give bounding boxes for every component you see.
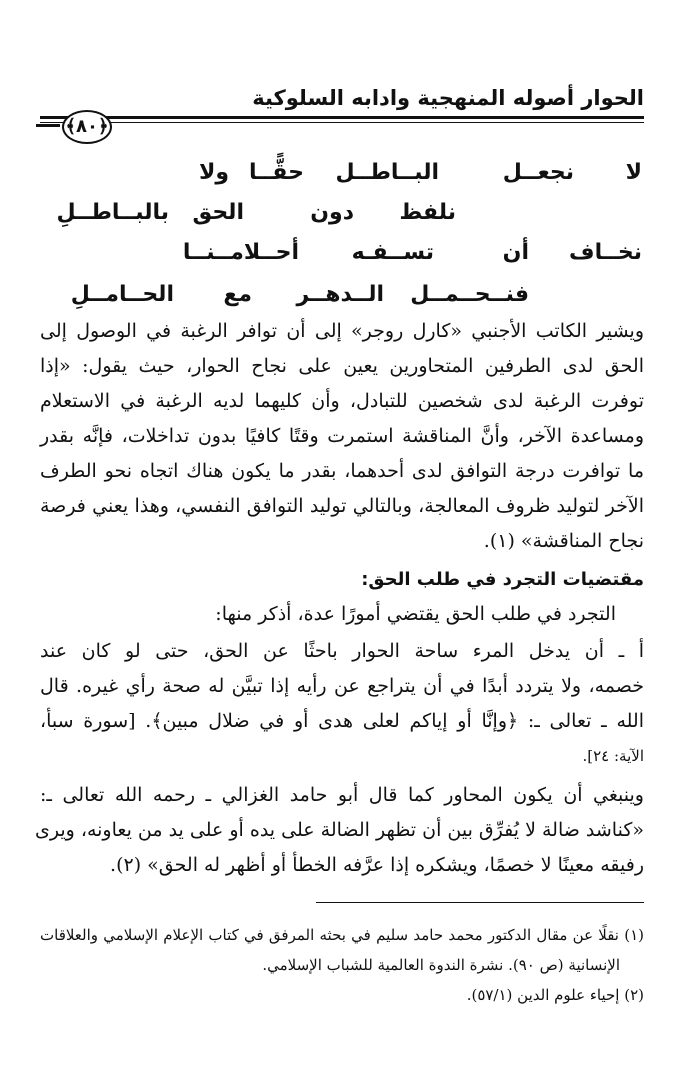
poem-word: الــدهــر: [296, 282, 384, 307]
poem-word: دون: [310, 200, 354, 225]
poem-word: الحق: [192, 200, 244, 225]
paragraph-4: [34, 778, 644, 883]
running-title: الحوار أصوله المنهجية وادابه السلوكية: [252, 86, 644, 110]
poem-word: أحــلامــنــا: [182, 240, 299, 265]
poem-word: حقًّــا: [249, 160, 304, 185]
paragraph-3: [40, 634, 644, 774]
text-line: أ ـ أن يدخل المرء ساحة الحوار باحثًا عن الحق، حتى لو كان عند: [40, 640, 644, 662]
footnotes: [40, 920, 644, 1010]
text-line: رفيقه معينًا لا خصمًا، ويشكره إذا عرَّفه الخطأ أو أظهر له الحق» (٢).: [110, 854, 644, 876]
text-line: خصمه، ولا يتردد أبدًا في أن يتراجع عن رأيه إذا تبيَّن له صحة رأي غيره. قال: [40, 675, 644, 697]
footnote-line: (٢) إحياء علوم الدين (٥٧/١).: [466, 986, 644, 1004]
text-line: وينبغي أن يكون المحاور كما قال أبو حامد الغزالي ـ رحمه الله تعالى ـ:: [40, 784, 644, 806]
text-line: ويشير الكاتب الأجنبي «كارل روجر» إلى أن توافر الرغبة في الوصول إلى: [40, 320, 644, 342]
header-rule-end: [36, 124, 60, 127]
section-heading: مقتضيات التجرد في طلب الحق:: [361, 569, 644, 590]
header-rule-thick: [40, 116, 644, 119]
poem-word: البــاطــل: [335, 160, 439, 185]
text-line: الآخر لتوليد ظروف المعالجة، وبالتالي توليد التوافق النفسي، وهذا يعني فرصة: [40, 495, 644, 517]
poem-word: فنــحــمــل: [410, 282, 529, 307]
header-rule-thin: [40, 122, 644, 123]
poem-word: مع: [223, 282, 252, 307]
text-line: الله ـ تعالى ـ: ﴿وإنَّا أو إياكم لعلى هدى أو في ضلال مبين﴾. [سورة سبأ،: [40, 710, 644, 732]
poem-word: تســفـه: [351, 240, 434, 265]
text-line: الحق لدى الطرفين المتحاورين يعين على نجاح الحوار، حيث يقول: «إذا: [40, 355, 644, 377]
text-line: الآية: ٢٤].: [582, 747, 644, 765]
text-line: ومساعدة الآخر، وأنَّ المناقشة استمرت وقتًا كافيًا بدون تداخلات، فإنَّه بقدر: [40, 425, 644, 447]
poem-word: نلفظ: [399, 200, 456, 225]
footnote-rule: [316, 902, 644, 903]
footnote-line: الإنسانية (ص ٩٠). نشرة الندوة العالمية للشباب الإسلامي.: [262, 956, 620, 974]
poem-word: ولا: [198, 160, 229, 185]
poem-word: أن: [502, 240, 529, 265]
text-line: نجاح المناقشة» (١).: [483, 530, 644, 552]
text-line: «كناشد ضالة لا يُفرِّق بين أن تظهر الضالة على يده أو على يد من يعاونه، ويرى: [34, 819, 644, 841]
page-number: ﴿٨٠﴾: [62, 110, 112, 144]
paragraph-2: التجرد في طلب الحق يقتضي أمورًا عدة، أذكر منها:: [215, 603, 616, 625]
footnote-line: (١) نقلًا عن مقال الدكتور محمد حامد سليم في بحثه المرفق في كتاب الإعلام الإسلامي والعلاقات: [40, 926, 644, 944]
poem-word: الحــامــلِ: [70, 282, 174, 307]
poem-word: بالبــاطــلِ: [56, 200, 169, 225]
text-line: ما توافرت درجة التوافق لدى أحدهما، بقدر ما يكون هناك اتجاه نحو الطرف: [40, 460, 644, 482]
paragraph-1: [40, 314, 644, 559]
poem-word: لا: [625, 160, 642, 185]
poem-word: نجعــل: [502, 160, 574, 185]
text-line: توفرت الرغبة لدى شخصين للتبادل، وأن كليهما لديه الرغبة في الاستعلام: [40, 390, 644, 412]
poem-word: نخــاف: [569, 240, 642, 265]
